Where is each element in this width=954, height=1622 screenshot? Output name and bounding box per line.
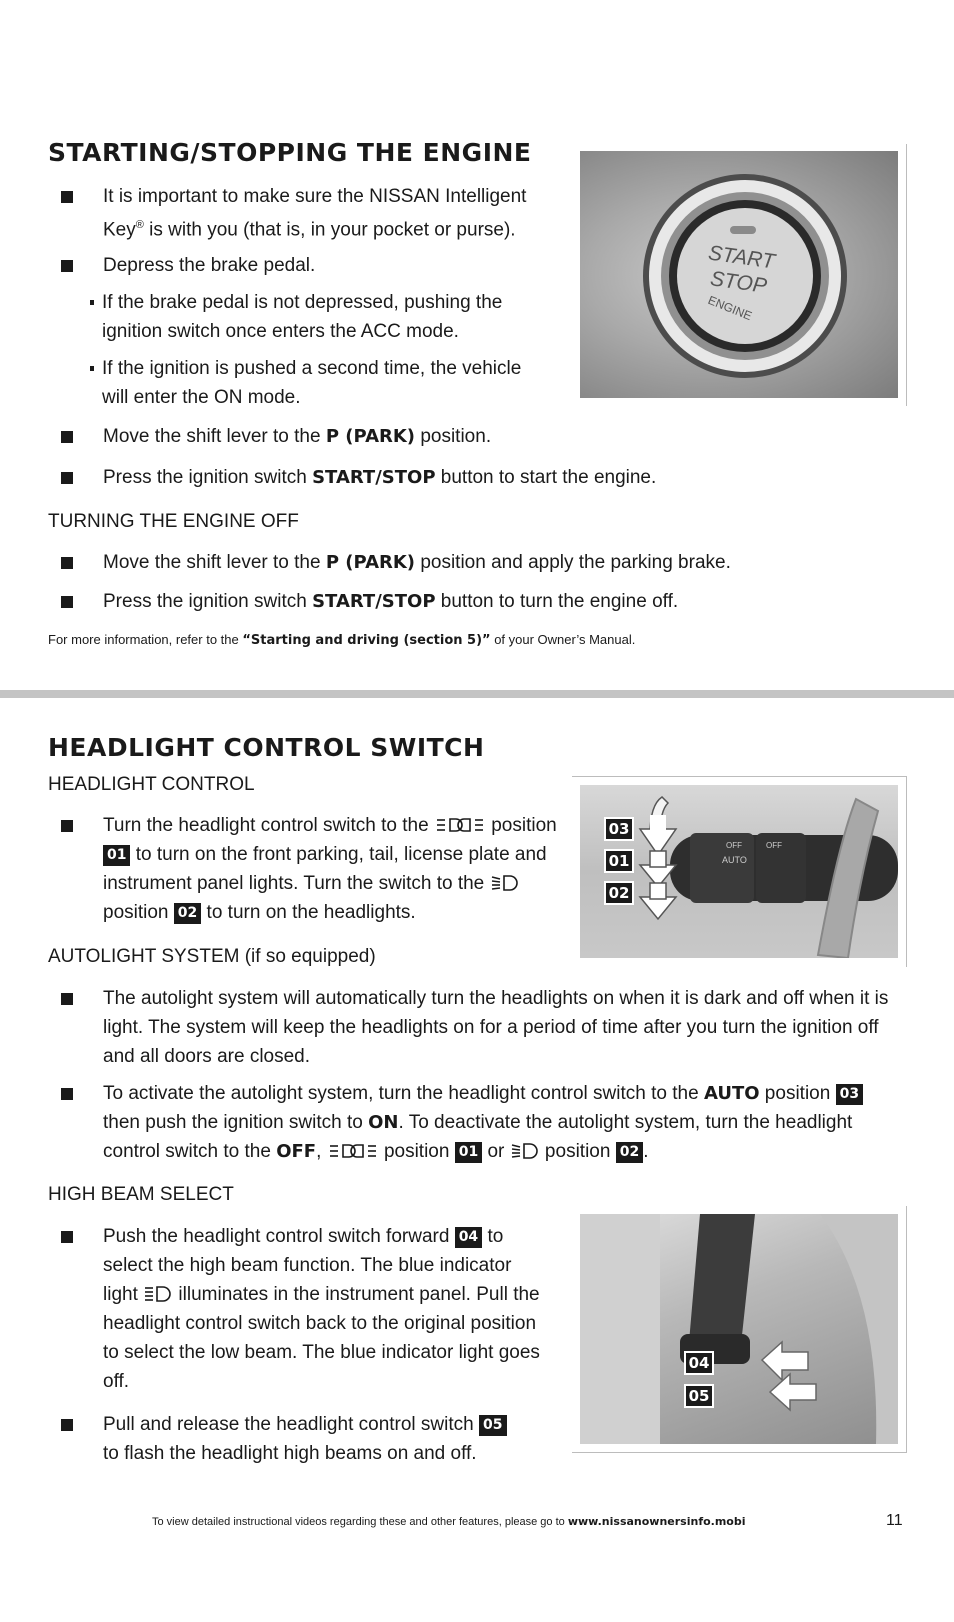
bullet-square: [61, 1231, 73, 1243]
high-beam-stalk-photo: [580, 1214, 898, 1444]
bullet-square: [61, 472, 73, 484]
manual-reference-note: For more information, refer to the “Starting and driving (section 5)” of your Owner’s Manual.: [48, 632, 636, 648]
switch-position-01: 01: [604, 849, 634, 873]
stop-label: STOP: [708, 267, 769, 298]
bullet-square: [61, 260, 73, 272]
headlight-switch-photo: [580, 785, 898, 958]
parking-light-icon: [327, 1142, 379, 1160]
bullet-square: [61, 1088, 73, 1100]
bullet-square: [61, 993, 73, 1005]
position-badge-05: 05: [479, 1415, 506, 1436]
bullet-square: [61, 557, 73, 569]
high-beam-indicator-icon: [143, 1285, 173, 1303]
engine-label: ENGINE: [706, 292, 754, 324]
stalk-off2-label: OFF: [766, 841, 782, 850]
position-badge-02: 02: [616, 1142, 643, 1163]
bullet-dot: [90, 300, 94, 305]
position-badge-04: 04: [455, 1227, 482, 1248]
bullet-dot: [90, 366, 94, 371]
position-badge-02: 02: [174, 903, 201, 924]
section-title-headlight: HEADLIGHT CONTROL SWITCH: [48, 733, 485, 762]
switch-position-03: 03: [604, 817, 634, 841]
subheading-engine-off: TURNING THE ENGINE OFF: [48, 511, 299, 532]
switch-position-02: 02: [604, 881, 634, 905]
footer-note: To view detailed instructional videos regarding these and other features, please go to www.nissanownersinfo.mobi: [152, 1515, 746, 1528]
position-badge-03: 03: [836, 1084, 863, 1105]
bullet-square: [61, 431, 73, 443]
section-title-starting: STARTING/STOPPING THE ENGINE: [48, 138, 532, 167]
parking-light-icon: [434, 816, 486, 834]
headlight-icon: [510, 1142, 540, 1160]
section-divider: [0, 690, 954, 698]
subheading-headlight-control: HEADLIGHT CONTROL: [48, 774, 255, 795]
stalk-off-label: OFF: [726, 841, 742, 850]
bullet-square: [61, 191, 73, 203]
subheading-autolight: AUTOLIGHT SYSTEM (if so equipped): [48, 946, 376, 967]
position-badge-01: 01: [455, 1142, 482, 1163]
footer-url[interactable]: www.nissanownersinfo.mobi: [567, 1515, 746, 1528]
bullet-square: [61, 1419, 73, 1431]
bullet-square: [61, 596, 73, 608]
switch-position-04: 04: [684, 1351, 714, 1375]
switch-position-05: 05: [684, 1384, 714, 1408]
page-number: 11: [886, 1512, 903, 1529]
high-beam-stalk-illustration: [580, 1214, 898, 1444]
position-badge-01: 01: [103, 845, 130, 866]
bullet-square: [61, 820, 73, 832]
subheading-high-beam: HIGH BEAM SELECT: [48, 1184, 234, 1205]
stalk-auto-label: AUTO: [722, 855, 747, 865]
start-label: START: [706, 241, 777, 274]
headlight-icon: [490, 874, 520, 892]
start-stop-button-photo: [580, 151, 898, 398]
